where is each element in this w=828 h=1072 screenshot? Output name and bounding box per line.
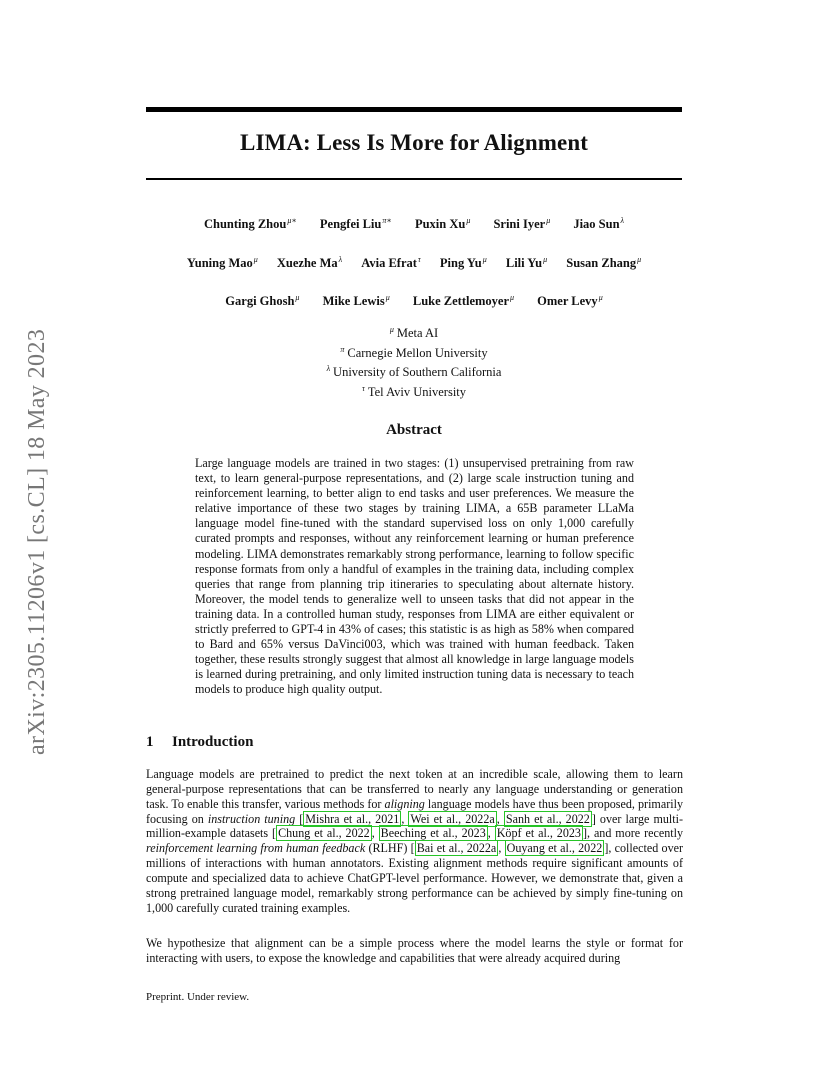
paper-title: LIMA: Less Is More for Alignment	[240, 130, 588, 155]
author: Lili $Yu^\mu$	[505, 255, 548, 271]
author-row-2	[146, 255, 682, 271]
author: Srini Iyer$^\mu$	[493, 216, 551, 232]
arxiv-identifier: arXiv:2305.11206v1 [cs.CL] 18 May 2023	[24, 328, 50, 755]
author: Luke Zettlemoyer$^\mu$	[412, 293, 515, 309]
author: Ping $Yu^\mu$	[439, 255, 487, 271]
abstract-heading: Abstract	[386, 422, 442, 438]
author: Jiao Sun$^\lambda$	[573, 216, 625, 232]
section-heading-introduction	[146, 734, 253, 751]
author: Puxin $Xu^\mu$	[414, 216, 471, 232]
author-row-1	[146, 216, 682, 232]
affiliations	[146, 322, 682, 401]
author: Yuning Mao$^\mu$	[186, 255, 258, 271]
author-row-3	[146, 293, 682, 309]
intro-paragraph-2: We hypothesize that alignment can be a simple process where the model learns the style or format for interacting with users, to expose the knowledge and capabilities that were already acquired during	[146, 936, 683, 965]
affiliation: $^\tau$ Tel Aviv University	[361, 383, 467, 400]
footer-note: Preprint. Under review.	[146, 991, 250, 1003]
author: Mike Lewis$^\mu$	[322, 293, 390, 309]
author: Susan Zhang$^\mu$	[566, 255, 642, 271]
author: Xuezhe $Ma^\lambda$	[276, 255, 343, 271]
abstract-text: Large language models are trained in two stages: (1) unsupervised pretraining from raw text, to learn general-purpose representations, and (2) large scale instruction tuning and reinforcement learning, to better align to end tasks and user preferences. We measure the relative importance of these two stages by training LIMA, a 65B parameter LLaMa language model fine-tuned with the standard supervised loss on only 1,000 carefully curated prompts and responses, without any reinforcement learning or human preference modeling. LIMA demonstrates remarkably strong performance, learning to follow specific response formats from only a handful of examples in the training data, including complex queries that range from planning trip itineraries to speculating about alternate history. Moreover, the model tends to generalize well to unseen tasks that did not appear in the training data. In a controlled human study, responses from LIMA are either equivalent or strictly preferred to GPT-4 in 43% of cases; this statistic is as high as 58% when compared to Bard and 65% versus DaVinci003, which was trained with human feedback. Taken together, these results strongly suggest that almost all knowledge in large language models is learned during pretraining, and only limited instruction tuning data is necessary to teach models to produce high quality output.	[195, 456, 634, 697]
author: Gargi Ghosh$^\mu$	[225, 293, 300, 309]
citation-link[interactable]: Ouyang et al., 2022	[506, 841, 603, 856]
citation-link[interactable]: Köpf et al., 2023	[496, 826, 581, 841]
affiliation: $^\mu$ Meta AI	[389, 325, 439, 341]
author: Omer Levy$^\mu$	[537, 293, 603, 309]
section-title: Introduction	[172, 734, 254, 750]
intro-paragraph-1: Language models are pretrained to predict the next token at an incredible scale, allowing them to learn general-purpose representations that can be transferred to nearly any language understanding or generation task. To enable this transfer, various methods for aligning language models have thus been proposed, primarily focusing on instruction tuning [ Mishra et al., 2021 , Wei et al., 2022a , Sanh et al., 2022 ] over large multi-million-example datasets [ Chung et al., 2022 , Beeching et al., 2023 , Köpf et al., 2023 ], and more recently reinforcement learning from human feedback (RLHF) [ Bai et al., 2022a , Ouyang et al., 2022 ], collected over millions of interactions with human annotators. Existing alignment methods require significant amounts of compute and specialized data to achieve ChatGPT-level performance. However, we demonstrate that, given a strong pretrained language model, remarkably strong performance can be achieved by simply fine-tuning on 1,000 carefully curated training examples.	[146, 767, 684, 915]
title-rule-bottom	[146, 178, 682, 180]
affiliation: $^\lambda$ University of Southern California	[326, 364, 502, 380]
citation-link[interactable]: Mishra et al., 2021	[305, 811, 400, 826]
author: Chunting Zhou$^{\mu∗}$	[203, 216, 297, 232]
citation-link[interactable]: Bai et al., 2022a	[416, 841, 497, 856]
citation-link[interactable]: Sanh et al., 2022	[505, 811, 590, 826]
citation-link[interactable]: Beeching et al., 2023	[380, 826, 486, 841]
title-rule-top	[146, 107, 682, 112]
citation-link[interactable]: Wei et al., 2022a	[410, 811, 495, 826]
section-number: 1	[146, 734, 154, 750]
author: Pengfei Liu$^{\pi∗}$	[319, 216, 392, 232]
author: Avia Efrat$^\tau$	[361, 255, 421, 271]
citation-link[interactable]: Chung et al., 2022	[278, 826, 370, 841]
affiliation: $^\pi$ Carnegie Mellon University	[340, 344, 488, 360]
